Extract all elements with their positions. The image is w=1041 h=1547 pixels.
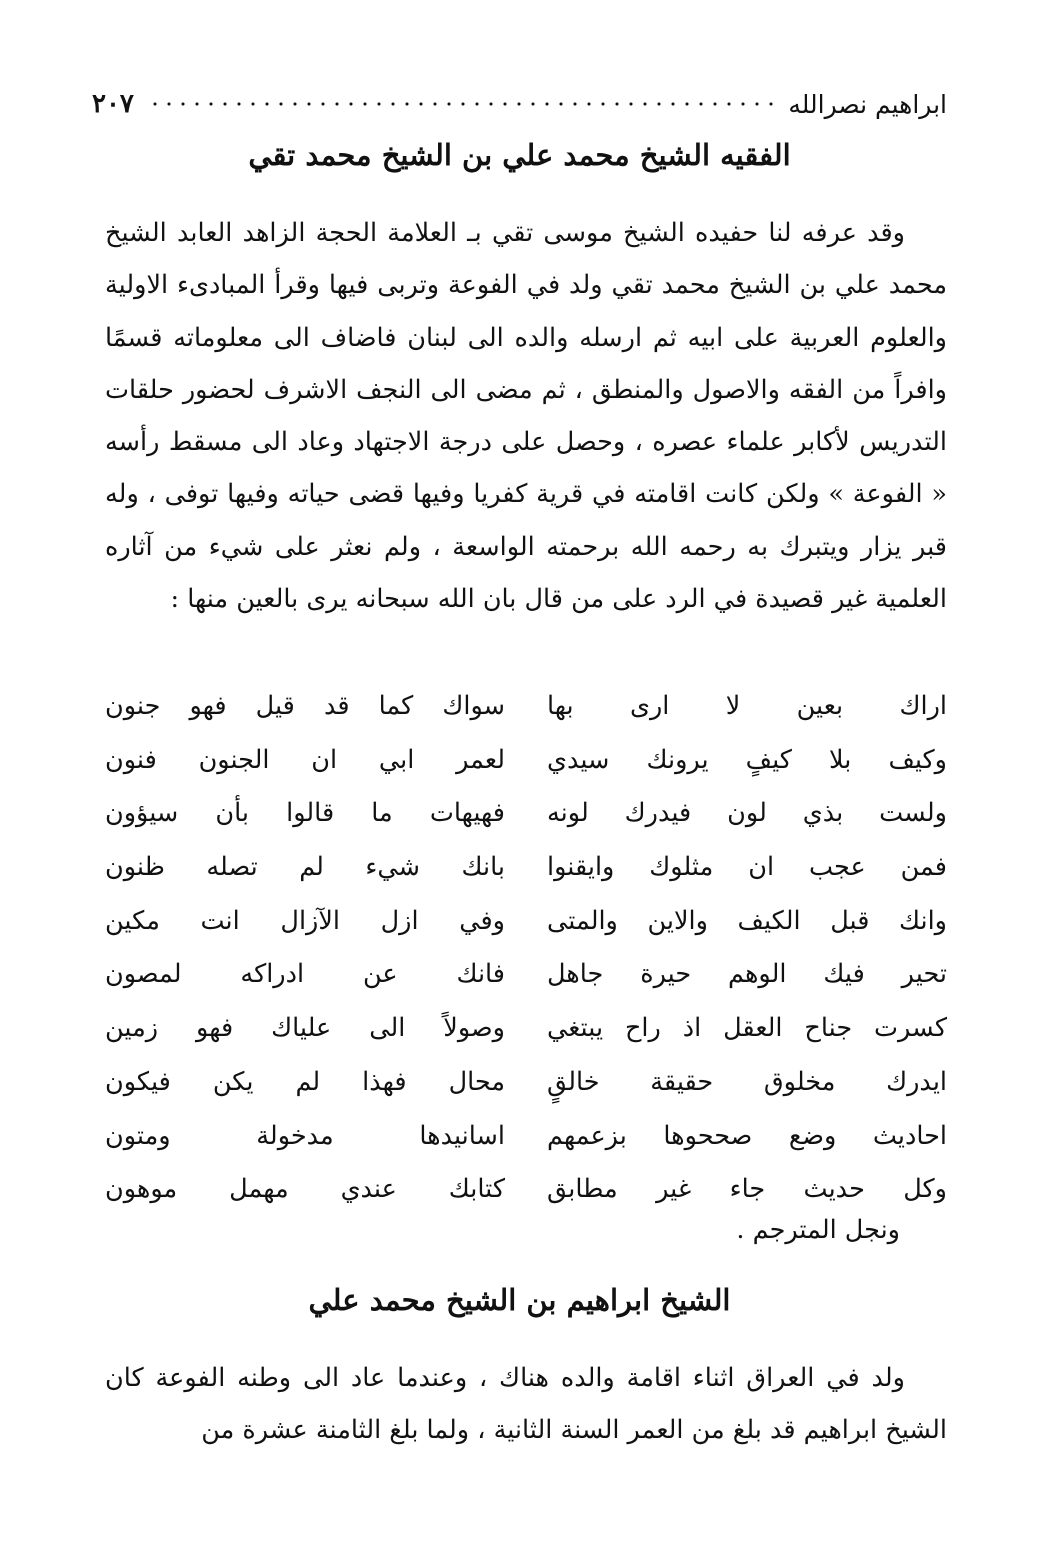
poem-line	[105, 841, 947, 895]
poem-line	[105, 895, 947, 949]
body-paragraph: ولد في العراق اثناء اقامة والده هناك ، وعندما عاد الى وطنه الفوعة كان الشيخ ابراهيم قد بلغ من العمر السنة الثانية ، ولما بلغ الثامنة عشرة من	[105, 1363, 947, 1446]
poem-second-hemistich: اسانيدها مدخولة ومتون	[105, 1120, 505, 1151]
poem-footer-text: ونجل المترجم .	[736, 1215, 900, 1245]
body-paragraph: وقد عرفه لنا حفيده الشيخ موسى تقي بـ العلامة الحجة الزاهد العابد الشيخ محمد علي بن الشيخ محمد تقي ولد في الفوعة وتربى فيها وقرأ المبادىء الاولية والعلوم العربية على ابيه ثم ارسله والده الى لبنان فاضاف الى معلوماته قسمًا وافراً من الفقه والاصول والمنطق ، ثم مضى الى النجف الاشرف لحضور حلقات التدريس لأكابر علماء عصره ، وحصل على درجة الاجتهاد وعاد الى مسقط رأسه « الفوعة » ولكن كانت اقامته في قرية كفريا وفيها قضى حياته وفيها توفى ، وله قبر يزار ويتبرك به رحمه الله برحمته الواسعة ، ولم نعثر على شيء من آثاره العلمية غير قصيدة في الرد على من قال بان الله سبحانه يرى بالعين منها :	[105, 218, 947, 615]
poem	[105, 680, 947, 1217]
poem-second-hemistich: لعمر ابي ان الجنون فنون	[105, 744, 505, 775]
poem-second-hemistich: فهيهات ما قالوا بأن سيؤون	[105, 798, 505, 829]
running-header-author: ابراهيم نصرالله	[788, 89, 947, 119]
poem-line	[105, 734, 947, 788]
poem-first-hemistich: احاديث وضع صححوها بزعمهم	[547, 1120, 947, 1151]
poem-second-hemistich: سواك كما قد قيل فهو جنون	[105, 691, 505, 721]
poem-first-hemistich: وكيف بلا كيفٍ يرونك سيدي	[547, 744, 947, 775]
poem-first-hemistich: كسرت جناح العقل اذ راح يبتغي	[547, 1013, 947, 1044]
running-header	[92, 82, 947, 126]
poem-line	[105, 1002, 947, 1056]
dot-leader	[148, 101, 774, 107]
poem-first-hemistich: تحير فيك الوهم حيرة جاهل	[547, 959, 947, 990]
poem-second-hemistich: وصولاً الى علياك فهو زمين	[105, 1013, 505, 1044]
poem-line	[105, 787, 947, 841]
poem-second-hemistich: كتابك عندي مهمل موهون	[105, 1174, 505, 1205]
poem-first-hemistich: وكل حديث جاء غير مطابق	[547, 1174, 947, 1205]
poem-second-hemistich: وفي ازل الآزال انت مكين	[105, 905, 505, 936]
poem-first-hemistich: اراك بعين لا ارى بها	[547, 691, 947, 721]
poem-second-hemistich: محال فهذا لم يكن فيكون	[105, 1066, 505, 1097]
poem-line	[105, 1163, 947, 1217]
section-body	[105, 1352, 947, 1457]
section-heading: الشيخ ابراهيم بن الشيخ محمد علي	[308, 1283, 731, 1317]
poem-line	[105, 1110, 947, 1164]
poem-first-hemistich: ايدرك مخلوق حقيقة خالقٍ	[547, 1066, 947, 1097]
poem-line	[105, 680, 947, 734]
poem-first-hemistich: ولست بذي لون فيدرك لونه	[547, 798, 947, 829]
poem-first-hemistich: فمن عجب ان مثلوك وايقنوا	[547, 852, 947, 883]
section-heading: الفقيه الشيخ محمد علي بن الشيخ محمد تقي	[248, 138, 791, 172]
page-number: ٢٠٧	[92, 89, 134, 119]
poem-second-hemistich: بانك شيء لم تصله ظنون	[105, 852, 505, 883]
poem-line	[105, 948, 947, 1002]
poem-line	[105, 1056, 947, 1110]
section-body	[105, 207, 947, 625]
poem-second-hemistich: فانك عن ادراكه لمصون	[105, 959, 505, 990]
poem-first-hemistich: وانك قبل الكيف والاين والمتى	[547, 905, 947, 936]
